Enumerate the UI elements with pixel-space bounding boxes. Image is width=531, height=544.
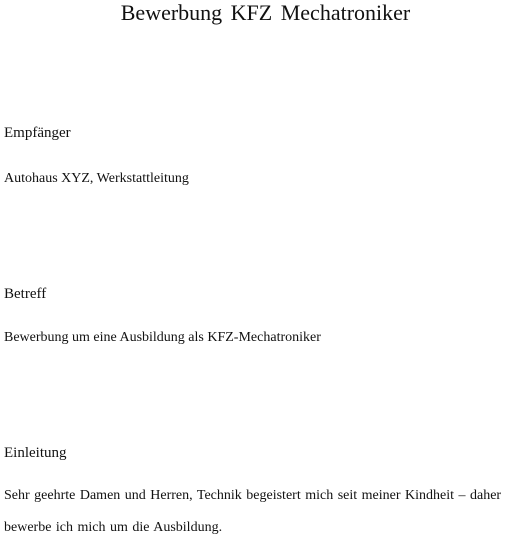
section-text-subject: Bewerbung um eine Ausbildung als KFZ-Mechatroniker (4, 330, 321, 345)
document-title: Bewerbung KFZ Mechatroniker (120, 0, 411, 25)
section-heading-introduction: Einleitung (4, 445, 67, 461)
section-heading-recipient: Empfänger (4, 125, 71, 141)
section-text-recipient: Autohaus XYZ, Werkstattleitung (4, 171, 189, 186)
section-text-introduction: Sehr geehrte Damen und Herren, Technik begeistert mich seit meiner Kindheit – daher bewerbe ich mich um die Ausbildung. (4, 488, 502, 535)
section-heading-subject: Betreff (4, 286, 47, 302)
